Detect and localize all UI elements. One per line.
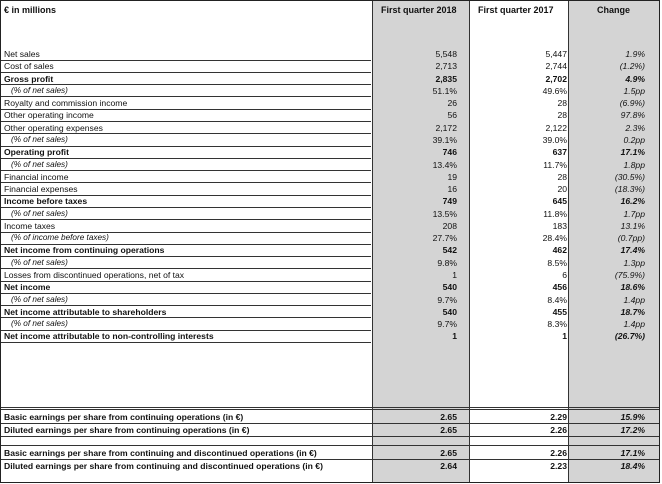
row-label: (% of net sales)	[11, 159, 68, 169]
row-label: Basic earnings per share from continuing and discontinued operations (in €)	[4, 448, 317, 458]
value-change: 17.2%	[620, 425, 645, 435]
row-label: Other operating expenses	[4, 122, 103, 133]
value-2018: 51.1%	[432, 85, 457, 96]
row-label: (% of net sales)	[11, 257, 68, 267]
value-2018: 39.1%	[432, 134, 457, 145]
value-2017: 2.26	[550, 448, 567, 458]
row-divider	[1, 423, 659, 424]
row-label: Other operating income	[4, 110, 94, 121]
value-2018: 26	[447, 98, 457, 109]
value-change: (0.7pp)	[617, 233, 645, 244]
value-change: (26.7%)	[614, 331, 645, 342]
value-change: 97.8%	[620, 110, 645, 121]
row-label: (% of net sales)	[11, 319, 68, 329]
value-change: (6.9%)	[619, 98, 645, 109]
value-2018: 9.7%	[437, 319, 457, 330]
row-label: Operating profit	[4, 147, 69, 158]
value-2018: 16	[447, 184, 457, 195]
value-2018: 5,548	[435, 49, 457, 59]
value-2017: 5,447	[545, 49, 567, 59]
row-label: Cost of sales	[4, 61, 54, 72]
value-change: 1.8pp	[623, 159, 645, 170]
value-2018: 19	[447, 171, 457, 182]
row-label: Net income	[4, 282, 51, 293]
header-row	[1, 1, 659, 45]
value-change: 1.3pp	[623, 257, 645, 268]
row-label: Income taxes	[4, 220, 56, 231]
row-divider	[1, 60, 371, 61]
value-change: (75.9%)	[614, 270, 645, 281]
value-change: 1.7pp	[623, 208, 645, 219]
value-2018: 2.65	[440, 448, 457, 458]
value-2017: 462	[552, 245, 567, 256]
row-label: Diluted earnings per share from continuing and discontinued operations (in €)	[4, 461, 323, 471]
value-2018: 56	[447, 110, 457, 121]
row-label: Financial expenses	[4, 184, 78, 195]
value-change: 1.4pp	[623, 294, 645, 305]
value-2018: 2.65	[440, 425, 457, 435]
row-label: (% of net sales)	[11, 208, 68, 218]
value-2017: 28	[557, 110, 567, 121]
row-divider	[1, 445, 659, 446]
value-change: (18.3%)	[614, 184, 645, 195]
value-2017: 2,702	[545, 73, 567, 84]
value-2017: 8.4%	[547, 294, 567, 305]
value-2017: 1	[562, 331, 567, 342]
value-change: 17.1%	[620, 147, 645, 158]
value-change: 1.5pp	[623, 85, 645, 96]
row-label: (% of net sales)	[11, 134, 68, 144]
header-col-change: Change	[597, 5, 631, 15]
row-label: (% of net sales)	[11, 85, 68, 95]
value-change: 1.9%	[625, 49, 645, 59]
value-change: 18.4%	[620, 461, 645, 471]
row-label: Royalty and commission income	[4, 98, 128, 109]
value-change: 2.3%	[625, 122, 645, 133]
row-label: Basic earnings per share from continuing operations (in €)	[4, 412, 244, 422]
row-label: Gross profit	[4, 73, 54, 84]
row-divider	[1, 281, 371, 282]
value-2017: 456	[552, 282, 567, 293]
value-2017: 183	[552, 220, 567, 231]
value-2018: 542	[442, 245, 457, 256]
row-label: Losses from discontinued operations, net of tax	[4, 270, 185, 281]
value-2017: 645	[552, 196, 567, 207]
value-2017: 28	[557, 98, 567, 109]
row-label: Net income from continuing operations	[4, 245, 165, 256]
row-label: Diluted earnings per share from continuing operations (in €)	[4, 425, 250, 435]
row-divider	[1, 436, 659, 437]
value-change: 13.1%	[620, 220, 645, 231]
value-2017: 2,122	[545, 122, 567, 133]
value-2018: 13.4%	[432, 159, 457, 170]
row-label: Financial income	[4, 171, 69, 182]
value-2017: 6	[562, 270, 567, 281]
value-2017: 49.6%	[542, 85, 567, 96]
value-2018: 27.7%	[432, 233, 457, 244]
value-change: 17.4%	[620, 245, 645, 256]
row-divider	[1, 407, 659, 408]
value-2017: 8.3%	[547, 319, 567, 330]
row-label: Net income attributable to shareholders	[4, 306, 167, 317]
value-2017: 2.26	[550, 425, 567, 435]
value-change: 15.9%	[620, 412, 645, 422]
value-change: 18.6%	[620, 282, 645, 293]
row-label: Net income attributable to non-controlling interests	[4, 331, 214, 342]
value-change: 16.2%	[620, 196, 645, 207]
value-2018: 2,172	[435, 122, 457, 133]
value-2018: 540	[442, 306, 457, 317]
value-2017: 637	[552, 147, 567, 158]
value-2017: 2.29	[550, 412, 567, 422]
value-2017: 11.7%	[543, 159, 567, 170]
row-divider	[1, 459, 659, 460]
value-2017: 8.5%	[547, 257, 567, 268]
row-label: (% of net sales)	[11, 294, 68, 304]
value-2018: 1	[452, 270, 457, 281]
value-2018: 2.65	[440, 412, 457, 422]
row-label: (% of income before taxes)	[11, 233, 109, 243]
value-2018: 2,835	[435, 73, 457, 84]
header-col-2018: First quarter 2018	[381, 5, 457, 15]
value-2017: 2.23	[550, 461, 567, 471]
value-change: 4.9%	[625, 73, 645, 84]
header-col-2017: First quarter 2017	[478, 5, 554, 15]
value-2017: 11.8%	[543, 208, 567, 219]
value-2017: 455	[552, 306, 567, 317]
value-change: 17.1%	[620, 448, 645, 458]
value-change: 1.4pp	[623, 319, 645, 330]
value-change: 0.2pp	[623, 134, 645, 145]
value-2018: 2,713	[435, 61, 457, 72]
value-change: (30.5%)	[614, 171, 645, 182]
value-2018: 540	[442, 282, 457, 293]
value-2018: 2.64	[440, 461, 457, 471]
row-divider	[1, 72, 371, 73]
row-label: Net sales	[4, 49, 40, 59]
value-2017: 20	[557, 184, 567, 195]
value-2018: 1	[452, 331, 457, 342]
value-2018: 13.5%	[432, 208, 457, 219]
value-change: (1.2%)	[619, 61, 645, 72]
value-2017: 28	[557, 171, 567, 182]
row-label: Income before taxes	[4, 196, 88, 207]
value-2018: 208	[442, 220, 457, 231]
value-change: 18.7%	[620, 306, 645, 317]
value-2018: 749	[442, 196, 457, 207]
value-2018: 9.8%	[437, 257, 457, 268]
value-2018: 746	[442, 147, 457, 158]
value-2018: 9.7%	[437, 294, 457, 305]
value-2017: 39.0%	[542, 134, 567, 145]
row-divider	[1, 409, 659, 410]
value-2017: 2,744	[545, 61, 567, 72]
row-divider	[1, 342, 371, 343]
row-divider	[1, 219, 371, 220]
header-label-col: € in millions	[4, 5, 57, 15]
value-2017: 28.4%	[542, 233, 567, 244]
